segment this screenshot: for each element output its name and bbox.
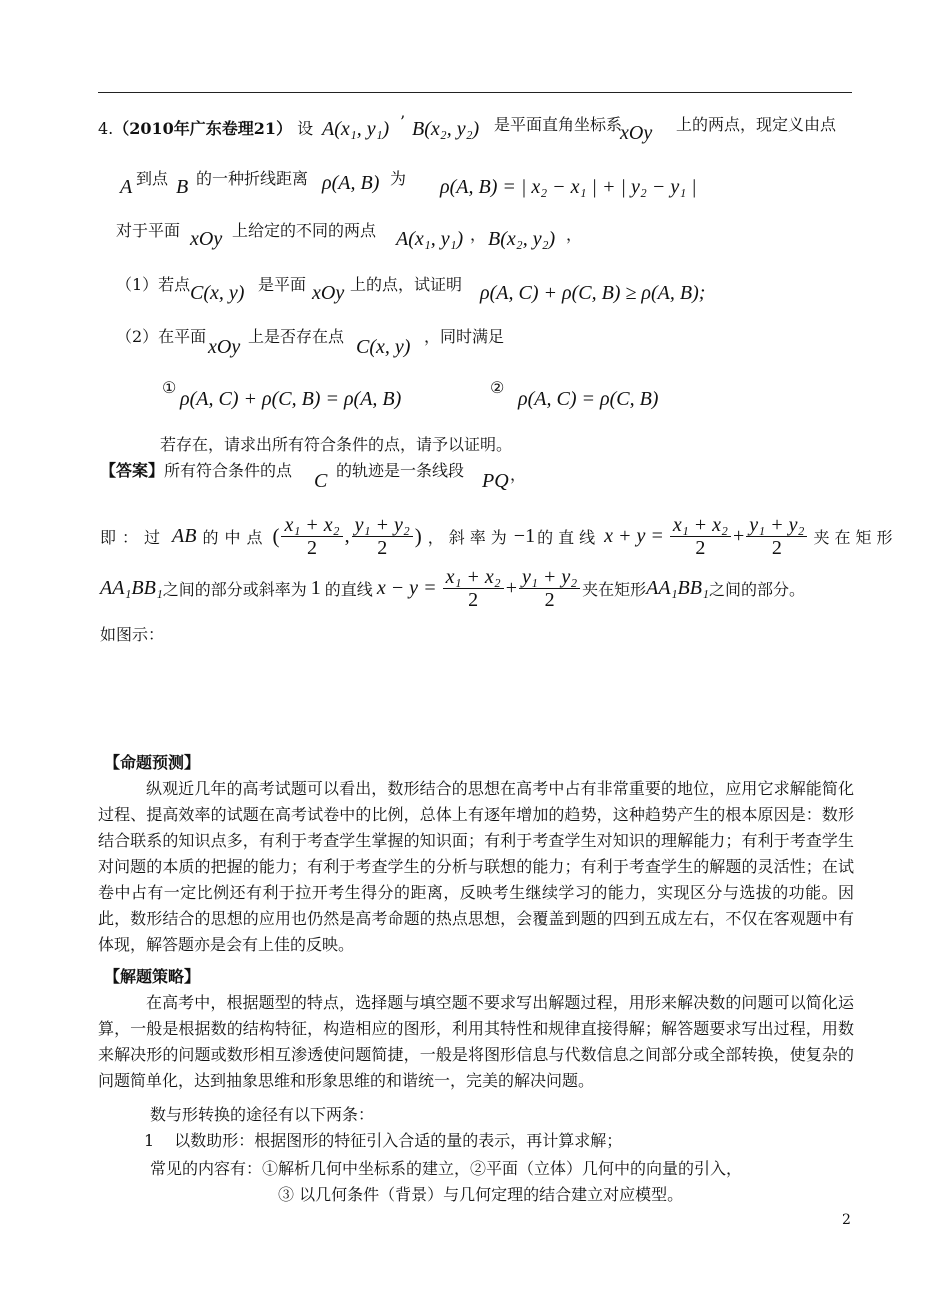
prediction-body: 纵观近几年的高考试题可以看出，数形结合的思想在高考中占有非常重要的地位，应用它求解能简化过程、提高效率的试题在高考试卷中的比例，总体上有逐年增加的趋势，这种趋势产生的根本原因是：数形结合联系的知识点多，有利于考查学生掌握的知识面；有利于考查学生对知识的理解能力；有利于考查学生对问题的本质的把握的能力；有利于考查学生的分析与联想的能力；有利于考查学生的解题的灵活性；在试卷中占有一定比例还有利于拉开考生得分的距离，反映考生继续学习的能力，实现区分与选拔的功能。因此，数形结合的思想的应用也仍然是高考命题的热点思想，会覆盖到题的四到五成左右，不仅在客观题中有体现，解答题亦是会有上佳的反映。 [98,779,854,954]
line3-sep: ， [470,225,487,244]
mid-x-den: 2 [307,537,318,559]
cond1-eq: ρ(A, C) + ρ(C, B) = ρ(A, B) [180,388,402,410]
slope-neg: −1 [513,525,536,547]
mid-y-num: y₁ + y₂ [352,514,413,537]
line3-point-a: A(x₁, y₁) [396,228,464,250]
problem-number: 4. [98,119,114,138]
eq2-y-num: y₁ + y₂ [519,566,580,589]
line2-to: 到点 [136,169,169,188]
line-a-1: 即：过 [100,528,167,547]
answer-text1: 所有符合条件的点 [164,461,293,480]
q2-tail: 若存在，请求出所有符合条件的点，请予以证明。 [160,435,513,454]
eq1-frac-y [746,514,807,559]
q1-point-c: C(x, y) [190,282,245,304]
eq2-x-num: x₁ + x₂ [443,566,504,589]
header-rule [98,92,852,93]
answer-text2: 的轨迹是一条线段 [336,461,465,480]
line-a-3: ，斜率为 [427,528,512,547]
eq2-y-den: 2 [544,589,555,611]
strategy-heading: 【解题策略】 [104,967,201,986]
line-a-5: 夹在矩形 [813,528,898,547]
prediction-heading: 【命题预测】 [104,753,201,772]
mid-x-num: x₁ + x₂ [281,514,342,537]
eq2-frac-y [519,566,580,611]
point-a: A(x₁, y₁) [322,118,390,140]
item1-text: 以数助形：根据图形的特征引入合适的量的表示，再计算求解； [174,1131,623,1150]
mid-y-frac [352,514,413,559]
problem-line-1 [98,116,313,139]
line3-pre: 对于平面 [116,221,181,240]
answer-label: 【答案】 [100,461,165,480]
line2-wei: 为 [390,169,407,188]
line-b-4: 之间的部分。 [708,580,805,599]
answer-line-a [100,514,897,559]
answer-text3: ， [510,465,527,484]
line3-plane: xOy [190,228,223,250]
ab-label: AB [172,525,197,547]
eq1-y-den: 2 [771,537,782,559]
cond2-eq: ρ(A, C) = ρ(C, B) [518,388,659,410]
line2-b: B [176,176,189,198]
figure-label: 如图示： [100,625,165,644]
line-b-3: 夹在矩形 [582,580,647,599]
line-b-2: 的直线 [324,580,373,599]
eq2-plus: + [505,577,517,599]
q1-mid: 是平面 [258,275,307,294]
mid-comma: , [344,525,350,547]
strategy-item1 [144,1128,622,1151]
intro-rest: 是平面直角坐标系 [494,115,623,134]
rect-label-1: AA₁BB₁ [100,577,163,599]
q1-pre: （1）若点 [116,275,191,294]
cond1-mark: ① [162,378,177,397]
eq1-frac-x [670,514,731,559]
q1-plane: xOy [312,282,345,304]
rho-formula: ρ(A, B) = | x₂ − x₁ | + | y₂ − y₁ | [440,176,697,198]
eq2-lhs: x − y = [376,577,437,599]
plane-xoy: xOy [620,122,653,144]
eq2-frac-x [443,566,504,611]
item1-common: 常见的内容有：①解析几何中坐标系的建立，②平面（立体）几何中的向量的引入， [150,1159,743,1178]
q2-pre: （2）在平面 [116,327,207,346]
problem-source: （2010年广东卷理21） [113,119,293,138]
q2-point-c: C(x, y) [356,336,411,358]
eq1-x-den: 2 [695,537,706,559]
paren-close: ) [414,524,422,548]
mid-x-frac [281,514,342,559]
answer-c: C [314,470,328,492]
q2-end: ，同时满足 [424,327,505,346]
cond2-mark: ② [490,378,505,397]
page-number: 2 [842,1212,851,1228]
eq1-x-num: x₁ + x₂ [670,514,731,537]
eq2-x-den: 2 [468,589,479,611]
q1-mid2: 上的点，试证明 [350,275,463,294]
strategy-line2: 数与形转换的途径有以下两条： [150,1105,375,1124]
line2-def: 的一种折线距离 [196,169,309,188]
paren-open: ( [272,524,280,548]
line-b-1: 之间的部分或斜率为 [162,580,307,599]
line-a-2: 的中点 [202,528,269,547]
mid-y-den: 2 [377,537,388,559]
point-b: B(x₂, y₂) [412,118,480,140]
item1-common2: ③ 以几何条件（背景）与几何定理的结合建立对应模型。 [278,1185,684,1204]
intro-end: 上的两点，现定义由点 [676,115,837,134]
answer-line-b [100,566,805,611]
line3-mid: 上给定的不同的两点 [232,221,377,240]
eq1-plus: + [733,525,745,547]
answer-pq: PQ [482,470,509,492]
item1-num: 1 [144,1131,155,1150]
q2-plane: xOy [208,336,241,358]
line-a-4: 的直线 [537,528,601,547]
eq1-y-num: y₁ + y₂ [746,514,807,537]
rect-label-2: AA₁BB₁ [646,577,709,599]
line3-end: ， [566,225,583,244]
eq1-lhs: x + y = [604,525,664,547]
sep-comma: ’ [400,112,406,131]
strategy-body: 在高考中，根据题型的特点，选择题与填空题不要求写出解题过程，用形来解决数的问题可以简化运算，一般是根据数的结构特征，构造相应的图形，利用其特性和规律直接得解；解答题要求写出过程，用数来解决形的问题或数形相互渗透使问题简捷，一般是将图形信息与代数信息之间部分或全部转换，使复杂的问题简单化，达到抽象思维和形象思维的和谐统一，完美的解决问题。 [98,993,854,1090]
line2-a: A [120,176,133,198]
problem-she: 设 [297,119,314,138]
answer-line [100,458,292,481]
rho-ab: ρ(A, B) [322,172,380,194]
q2-mid: 上是否存在点 [248,327,345,346]
line3-point-b: B(x₂, y₂) [488,228,556,250]
slope-pos: 1 [310,577,321,599]
q1-inequality: ρ(A, C) + ρ(C, B) ≥ ρ(A, B); [480,282,706,304]
